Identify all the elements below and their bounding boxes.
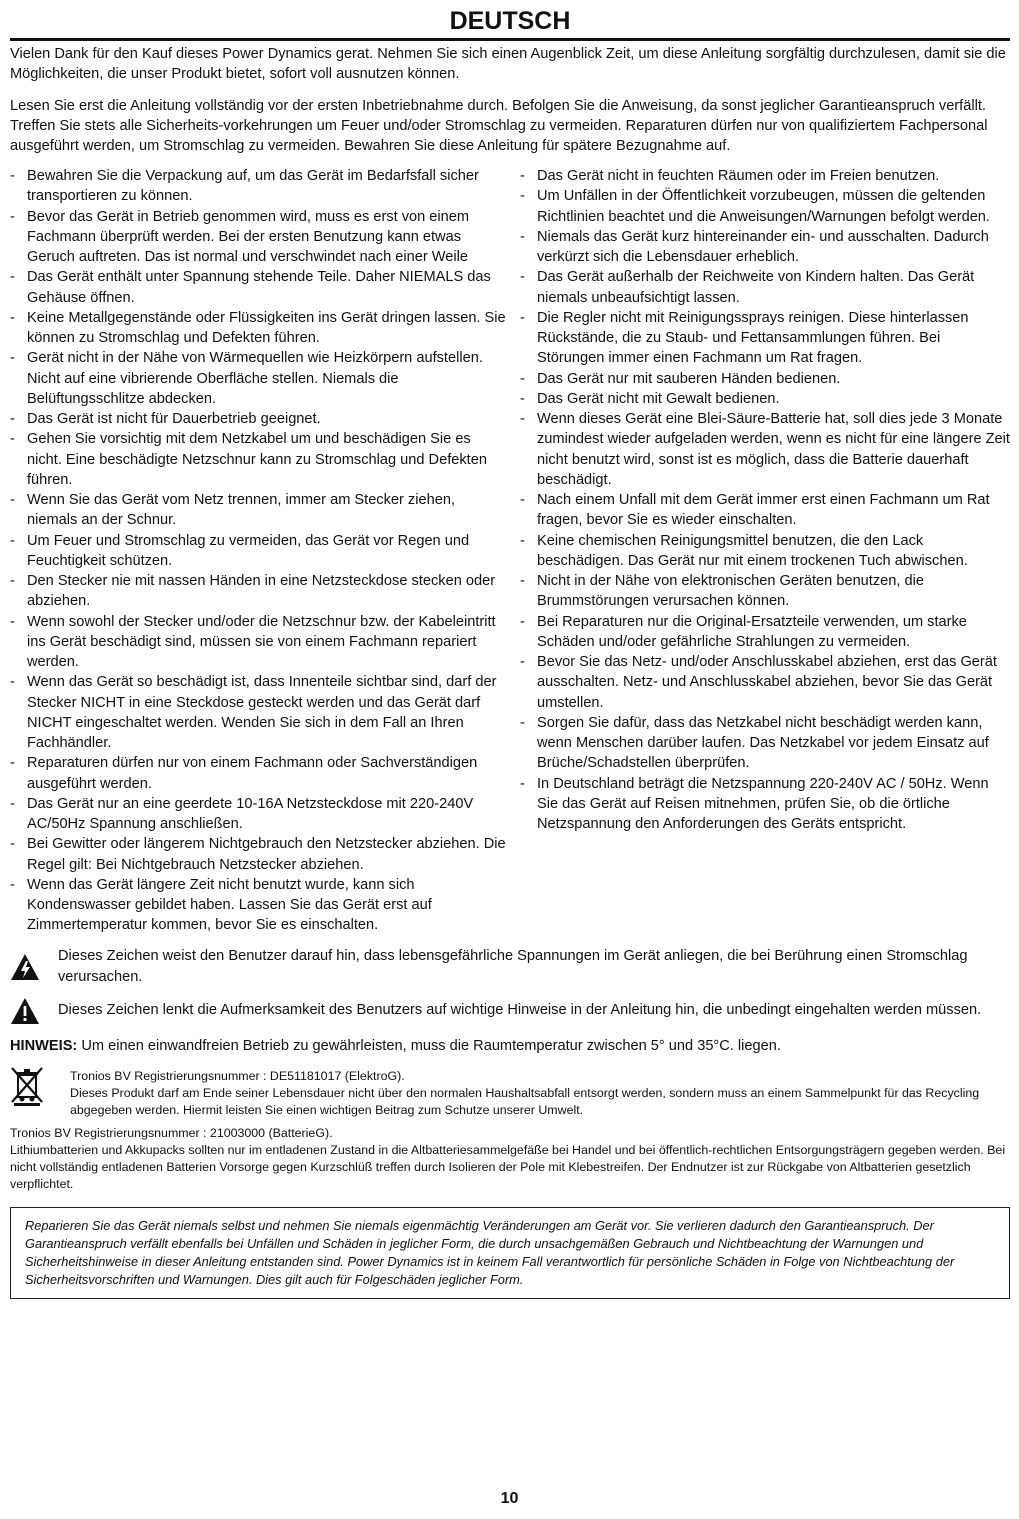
list-item-text: Den Stecker nie mit nassen Händen in eine Netzsteckdose stecken oder abziehen.	[27, 573, 496, 610]
list-item-text: Wenn sowohl der Stecker und/oder die Netzschnur bzw. der Kabeleintritt ins Gerät beschädigt sind, müssen sie von einem Fachmann repariert werden.	[27, 613, 496, 670]
list-dash: -	[10, 532, 15, 549]
list-item-text: Bevor das Gerät in Betrieb genommen wird, muss es erst von einem Fachmann überprüft werden. Bei der ersten Benutzung kann etwas Geruch auftreten. Das ist normal und verschwindet nach einer Weile	[27, 208, 470, 265]
list-item	[520, 308, 1010, 369]
list-dash: -	[520, 411, 525, 427]
list-item-text: Bewahren Sie die Verpackung auf, um das Gerät im Bedarfsfall sicher transportieren zu können.	[27, 168, 479, 205]
list-dash: -	[10, 208, 15, 225]
list-item	[10, 753, 508, 794]
list-item	[10, 409, 508, 429]
list-item	[520, 612, 1010, 653]
list-item-text: Nicht in der Nähe von elektronischen Geräten benutzen, die Brummstörungen verursachen können.	[537, 573, 924, 610]
list-dash: -	[10, 269, 15, 286]
weee-text-block	[70, 1064, 1010, 1119]
list-item	[10, 166, 508, 207]
list-dash: -	[520, 269, 525, 286]
list-item	[520, 186, 1010, 227]
list-item-text: Nach einem Unfall mit dem Gerät immer erst einen Fachmann um Rat fragen, bevor Sie es wieder einschalten.	[537, 492, 990, 529]
list-item-text: Um Feuer und Stromschlag zu vermeiden, das Gerät vor Regen und Feuchtigkeit schützen.	[27, 532, 470, 569]
list-item	[520, 166, 1010, 186]
lightning-warning-icon	[10, 952, 58, 982]
battery-section	[10, 1125, 1010, 1193]
list-item-text: Das Gerät enthält unter Spannung stehende Teile. Daher NIEMALS das Gehäuse öffnen.	[27, 269, 491, 306]
list-item-text: Bei Reparaturen nur die Original-Ersatzteile verwenden, um starke Schäden und/oder gefährliche Strahlungen zu vermeiden.	[537, 613, 967, 650]
list-item	[10, 834, 508, 875]
list-item-text: In Deutschland beträgt die Netzspannung 220-240V AC / 50Hz. Wenn Sie das Gerät auf Reisen mitnehmen, prüfen Sie, ob die örtliche Netzspannung den Anforderungen des Geräts entspricht.	[537, 775, 989, 832]
battery-registration: Tronios BV Registrierungsnummer : 21003000 (BatterieG).	[10, 1125, 333, 1140]
list-dash: -	[10, 613, 15, 630]
intro-paragraph-2: Lesen Sie erst die Anleitung vollständig vor der ersten Inbetriebnahme durch. Befolgen Sie die Anweisung, da sonst jeglicher Garantieanspruch verfällt. Treffen Sie stets alle Sicherheits-vorkehrungen um Feuer und/oder Stromschlag zu vermeiden. Reparaturen dürfen nur von qualifiziertem Fachpersonal ausgeführt werden, um Stromschlag zu vermeiden. Bewahren Sie diese Anleitung für spätere Bezugnahme auf.	[10, 98, 988, 154]
attention-warning-text: Dieses Zeichen lenkt die Aufmerksamkeit des Benutzers auf wichtige Hinweise in der Anleitung hin, die unbedingt eingehalten werden müssen.	[58, 1002, 982, 1018]
list-item-text: Bevor Sie das Netz- und/oder Anschlusskabel abziehen, erst das Gerät ausschalten. Netz- und Anschlusskabel abziehen, bevor Sie das Gerät umstellen.	[537, 654, 997, 711]
list-item	[10, 267, 508, 308]
list-item	[520, 389, 1010, 409]
list-dash: -	[520, 228, 525, 245]
weee-text: Dieses Produkt darf am Ende seiner Lebensdauer nicht über den normalen Haushaltsabfall entsorgt werden, sondern muss an einem Sammelpunkt für das Recycling abgegeben werden. Hiermit leisten Sie einen wichtigen Beitrag zum Schutze unserer Umwelt.	[70, 1085, 980, 1117]
list-item-text: Wenn dieses Gerät eine Blei-Säure-Batterie hat, soll dies jede 3 Monate zumindest wieder aufgeladen werden, wenn es nicht für eine längere Zeit nicht benutzt wird, sonst ist es möglich, dass die Batterie dauerhaft beschädigt.	[537, 411, 1010, 488]
safety-columns	[10, 166, 1010, 936]
list-item-text: Sorgen Sie dafür, dass das Netzkabel nicht beschädigt werden kann, wenn Menschen darüber laufen. Das Netzkabel vor jedem Einsatz auf Brüche/Schadstellen überprüfen.	[537, 714, 989, 772]
list-item	[10, 612, 508, 673]
list-dash: -	[10, 168, 15, 184]
weee-section	[10, 1064, 1010, 1119]
list-item	[520, 652, 1010, 713]
list-item	[520, 774, 1010, 835]
page-title: DEUTSCH	[449, 7, 571, 35]
list-dash: -	[10, 411, 15, 427]
battery-text: Lithiumbatterien und Akkupacks sollten nur im entladenen Zustand in die Altbatteriesammelgefäße bei Handel und bei öffentlich-rechtlichen Entsorgungsträgern gegeben werden. Bei nicht vollständig entladenen Batterien Vorsorge gegen Kurzschlüß treffen durch Isolieren der Pole mit Klebestreifen. Der Endnutzer ist zur Rückgabe von Altbatterien gesetzlich verpflichtet.	[10, 1142, 1006, 1191]
list-item	[10, 875, 508, 936]
list-item	[10, 207, 508, 268]
list-item-text: Bei Gewitter oder längerem Nichtgebrauch den Netzstecker abziehen. Die Regel gilt: Bei Nichtgebrauch Netzstecker abziehen.	[27, 836, 506, 873]
safety-list-left	[10, 166, 508, 936]
list-item-text: Keine Metallgegenstände oder Flüssigkeiten ins Gerät dringen lassen. Sie können zu Stromschlag und Defekten führen.	[27, 309, 506, 346]
list-item	[10, 308, 508, 349]
list-item-text: Das Gerät ist nicht für Dauerbetrieb geeignet.	[27, 411, 321, 427]
list-dash: -	[520, 573, 525, 589]
list-item	[520, 571, 1010, 612]
intro-paragraph-1: Vielen Dank für den Kauf dieses Power Dynamics gerat. Nehmen Sie sich einen Augenblick Zeit, um diese Anleitung sorgfältig durchzulesen, damit sie die Möglichkeiten, die unser Produkt bietet, sofort voll ausnutzen können.	[10, 46, 1006, 82]
list-item	[10, 348, 508, 409]
voltage-warning-text: Dieses Zeichen weist den Benutzer darauf hin, dass lebensgefährliche Spannungen im Gerät anliegen, die bei Berührung einen Stromschlag verursachen.	[58, 947, 968, 985]
list-item	[520, 531, 1010, 572]
list-item-text: Keine chemischen Reinigungsmittel benutzen, die den Lack beschädigen. Das Gerät nur mit einem trockenen Tuch abwischen.	[537, 532, 968, 569]
list-item-text: Wenn Sie das Gerät vom Netz trennen, immer am Stecker ziehen, niemals an der Schnur.	[27, 492, 455, 529]
list-item-text: Wenn das Gerät längere Zeit nicht benutzt wurde, kann sich Kondenswasser gebildet haben. Lassen Sie das Gerät erst auf Zimmertemperatur kommen, bevor Sie es einschalten.	[27, 876, 432, 934]
exclamation-warning-icon	[10, 996, 58, 1026]
list-item-text: Reparaturen dürfen nur von einem Fachmann oder Sachverständigen ausgeführt werden.	[27, 755, 478, 792]
list-dash: -	[10, 431, 15, 448]
list-item-text: Die Regler nicht mit Reinigungssprays reinigen. Diese hinterlassen Rückstände, die zu Staub- und Fettansammlungen führen. Bei Störungen immer einen Fachmann um Rat fragen.	[537, 309, 969, 367]
list-item-text: Das Gerät nur mit sauberen Händen bedienen.	[537, 370, 841, 387]
list-dash: -	[520, 370, 525, 387]
weee-registration: Tronios BV Registrierungsnummer : DE51181017 (ElektroG).	[70, 1068, 405, 1083]
list-dash: -	[10, 755, 15, 772]
list-item	[520, 490, 1010, 531]
list-item	[520, 267, 1010, 308]
list-dash: -	[10, 876, 15, 893]
list-dash: -	[520, 390, 525, 407]
safety-list-right	[520, 166, 1010, 936]
list-dash: -	[10, 309, 15, 326]
attention-warning	[10, 996, 1010, 1026]
list-dash: -	[10, 492, 15, 508]
page-number: 10	[500, 1490, 519, 1507]
list-dash: -	[10, 836, 15, 853]
list-item-text: Das Gerät nicht in feuchten Räumen oder im Freien benutzen.	[537, 168, 940, 184]
voltage-warning	[10, 946, 1010, 988]
list-item	[10, 429, 508, 490]
disclaimer-text: Reparieren Sie das Gerät niemals selbst und nehmen Sie niemals eigenmächtig Veränderungen am Gerät vor. Sie verlieren dadurch den Garantieanspruch. Der Garantieanspruch verfällt ebenfalls bei Unfällen und Schäden in jeglicher Form, die durch unsachgemäßen Gebrauch und Nichtbeachtung der Warnungen und Sicherheitshinweise in dieser Anleitung entstanden sind. Power Dynamics ist in keinem Fall verantwortlich für persönliche Schäden in Folge von Nichtbeachtung der Sicherheitsvorschriften und Warnungen. Dies gilt auch für Folgeschäden jeglicher Form.	[25, 1217, 955, 1288]
list-dash: -	[520, 775, 525, 792]
list-dash: -	[520, 492, 525, 508]
list-item-text: Das Gerät nur an eine geerdete 10-16A Netzsteckdose mit 220-240V AC/50Hz Spannung anschließen.	[27, 795, 474, 832]
list-dash: -	[520, 168, 525, 184]
list-item-text: Um Unfällen in der Öffentlichkeit vorzubeugen, müssen die geltenden Richtlinien beachtet und die Anweisungen/Warnungen befolgt werden.	[537, 188, 990, 225]
list-item	[520, 713, 1010, 774]
disclaimer-box	[10, 1207, 1010, 1300]
list-dash: -	[10, 573, 15, 589]
title-rule	[10, 38, 1010, 41]
list-item	[10, 672, 508, 753]
list-item-text: Das Gerät außerhalb der Reichweite von Kindern halten. Das Gerät niemals unbeaufsichtigt lassen.	[537, 269, 975, 306]
list-item-text: Wenn das Gerät so beschädigt ist, dass Innenteile sichtbar sind, darf der Stecker NICHT in eine Steckdose gesteckt werden und das Gerät darf NICHT eingeschaltet werden. Wenden Sie sich in dem Fall an Ihren Fachhändler.	[27, 674, 497, 751]
hinweis-text: Um einen einwandfreien Betrieb zu gewährleisten, muss die Raumtemperatur zwischen 5° und 35°C. liegen.	[77, 1037, 781, 1054]
list-dash: -	[10, 674, 15, 691]
list-item-text: Das Gerät nicht mit Gewalt bedienen.	[537, 390, 780, 407]
list-item	[10, 571, 508, 612]
list-item	[10, 531, 508, 572]
hinweis-note	[10, 1036, 1010, 1056]
list-item-text: Gerät nicht in der Nähe von Wärmequellen wie Heizkörpern aufstellen. Nicht auf eine vibrierende Oberfläche stellen. Niemals die Belüftungsschlitze abdecken.	[27, 350, 483, 407]
list-item	[10, 490, 508, 531]
list-item	[520, 369, 1010, 389]
list-dash: -	[520, 613, 525, 630]
list-item	[520, 409, 1010, 490]
list-item	[520, 227, 1010, 268]
list-dash: -	[10, 795, 15, 812]
list-dash: -	[520, 188, 525, 205]
manual-page	[10, 0, 1010, 1299]
list-dash: -	[520, 532, 525, 549]
list-item	[10, 794, 508, 835]
hinweis-label: HINWEIS:	[10, 1037, 78, 1054]
crossed-bin-icon	[10, 1064, 70, 1119]
list-dash: -	[520, 309, 525, 326]
list-dash: -	[520, 654, 525, 670]
list-item-text: Gehen Sie vorsichtig mit dem Netzkabel um und beschädigen Sie es nicht. Eine beschädigte Netzschnur kann zu Stromschlag und Defekten führen.	[27, 431, 487, 488]
list-item-text: Niemals das Gerät kurz hintereinander ein- und ausschalten. Dadurch verkürzt sich die Lebensdauer erheblich.	[537, 228, 989, 265]
list-dash: -	[10, 350, 15, 367]
list-dash: -	[520, 714, 525, 731]
